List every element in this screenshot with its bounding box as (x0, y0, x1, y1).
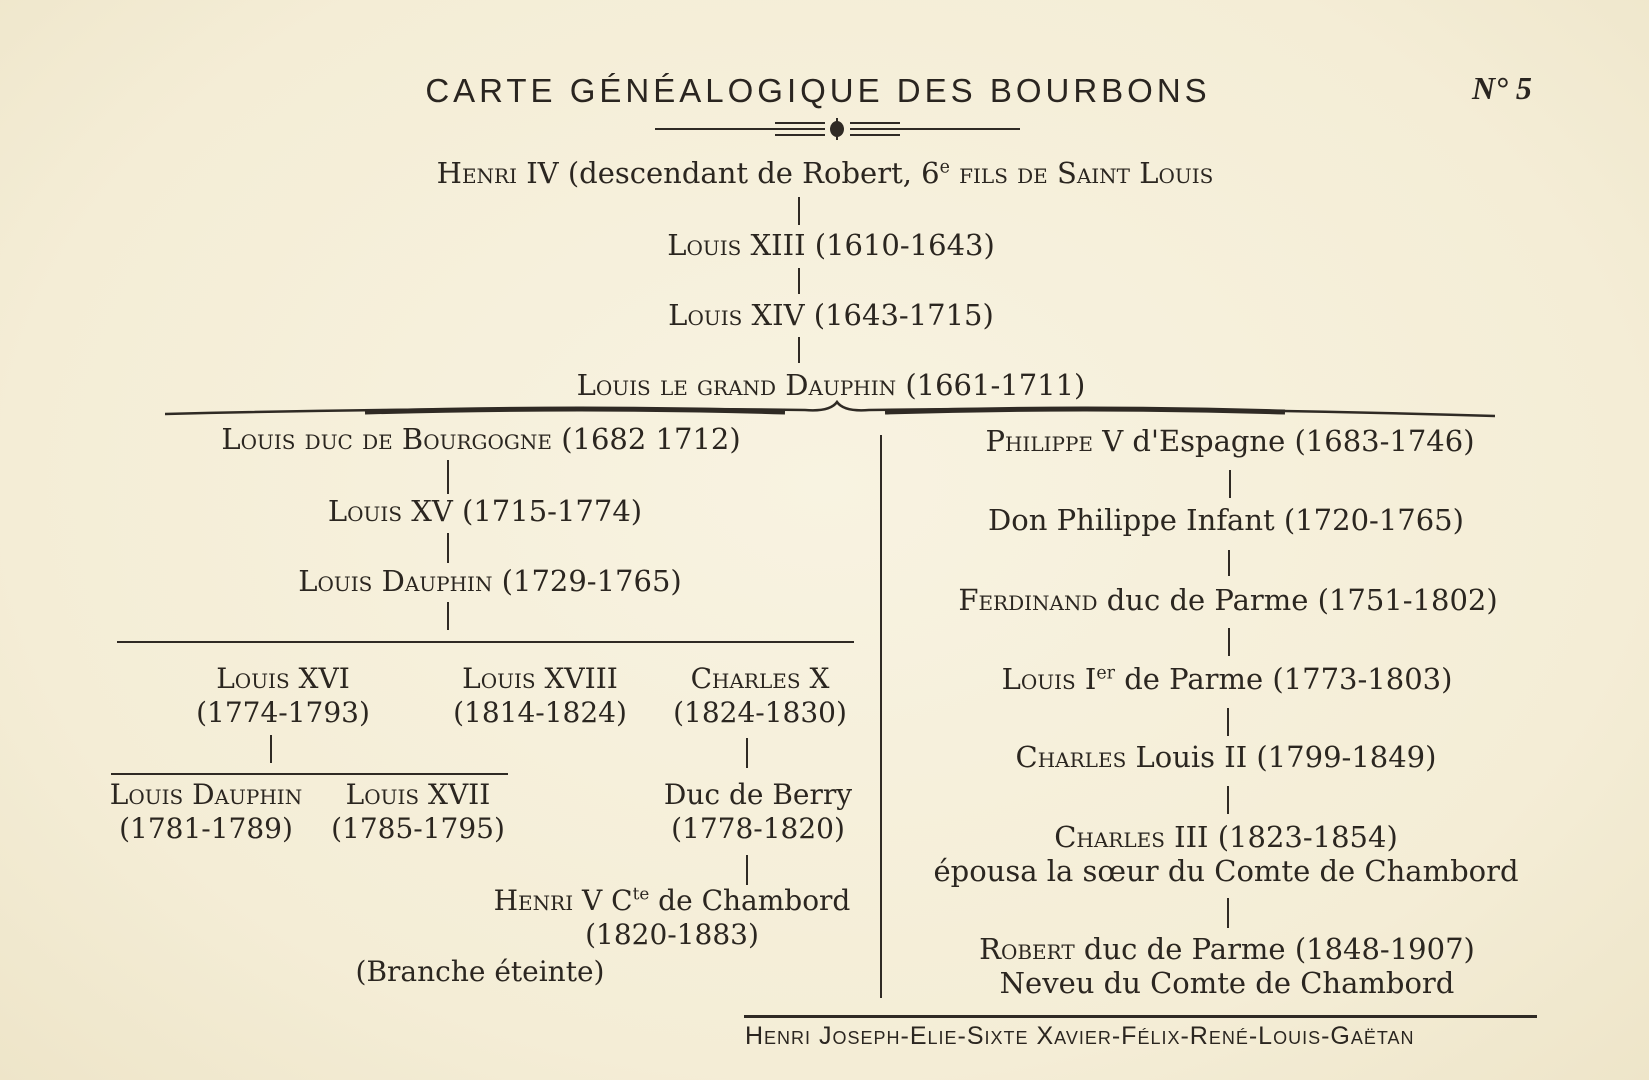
louis-xvii (331, 778, 505, 846)
duc-de-berry (664, 778, 852, 846)
brace-divider-icon (165, 400, 1495, 424)
person-title: duc de Parme (1074, 932, 1286, 966)
don-philippe (988, 503, 1464, 537)
philippe-v (985, 424, 1474, 458)
person-name: Charles (1054, 820, 1165, 854)
person-dates: (1682 1712) (561, 422, 741, 456)
person-title: I (1075, 662, 1097, 696)
person-dates: (1781-1789) (119, 812, 293, 845)
person-dates: (1814-1824) (453, 696, 627, 729)
person-title: V d'Espagne (1093, 424, 1286, 458)
ferdinand (958, 583, 1497, 617)
extinct-branch-note: (Branche éteinte) (355, 955, 605, 988)
superscript: te (632, 883, 650, 904)
person-name: Don Philippe Infant (988, 503, 1275, 537)
louis-grand-dauphin (577, 368, 1086, 402)
person-dates: (1729-1765) (501, 564, 682, 598)
person-name: Louis duc de Bourgogne (221, 422, 552, 456)
person-note: Neveu du Comte de Chambord (999, 966, 1455, 1000)
connector-line (798, 197, 800, 225)
person-name: Charles (1015, 740, 1127, 774)
charles-iii (933, 820, 1518, 888)
person-name: Henri IV (436, 156, 559, 190)
charles-louis-ii (1016, 740, 1437, 774)
person-title: III (1164, 820, 1209, 854)
louis-xviii (453, 662, 627, 730)
henri-v (494, 884, 851, 952)
person-name: Charles X (690, 662, 830, 695)
person-name: Louis (1001, 662, 1076, 696)
superscript: e (939, 157, 950, 178)
person-dates: (1785-1795) (331, 812, 505, 845)
card-number: N° 5 (1472, 70, 1532, 106)
louis-xiii (667, 228, 995, 262)
person-name: Philippe (985, 424, 1094, 458)
connector-line (798, 337, 800, 363)
ornament-divider-icon (655, 118, 1020, 140)
connector-line (1227, 898, 1229, 928)
henri-iv (437, 156, 1214, 190)
person-name: Robert (979, 932, 1075, 966)
connector-line (1227, 786, 1229, 814)
person-dates: (1799-1849) (1256, 740, 1437, 774)
person-dates: (1774-1793) (196, 696, 370, 729)
person-name: Louis XVI (216, 662, 350, 695)
connector-line (798, 268, 800, 294)
connector-line (447, 602, 449, 630)
robert-duc-de-parme (979, 932, 1475, 1000)
person-name: Louis XIII (667, 228, 806, 262)
person-dates: (1848-1907) (1294, 932, 1475, 966)
siblings-line (111, 773, 508, 775)
title-prefix: C (611, 884, 633, 917)
charles-x (673, 662, 847, 730)
person-dates: (1823-1854) (1217, 820, 1398, 854)
person-dates: (1661-1711) (905, 368, 1086, 402)
connector-line (1228, 550, 1230, 576)
person-dates: (1751-1802) (1317, 583, 1498, 617)
person-name: Louis le grand Dauphin (576, 368, 897, 402)
superscript: er (1096, 663, 1115, 684)
person-title: duc de Parme (1097, 583, 1309, 617)
connector-line (1227, 708, 1229, 736)
louis-dauphin-1729 (298, 564, 681, 598)
connector-line (1229, 470, 1231, 498)
person-dates: (1610-1643) (814, 228, 995, 262)
person-dates: (1683-1746) (1294, 424, 1475, 458)
louis-i-de-parme (1002, 662, 1453, 696)
person-name: Louis XVIII (462, 662, 618, 695)
person-dates: (1773-1803) (1272, 662, 1453, 696)
person-title-rest: de Parme (1114, 662, 1264, 696)
connector-line (746, 855, 748, 885)
person-dates: (1720-1765) (1283, 503, 1464, 537)
louis-duc-de-bourgogne (221, 422, 740, 456)
person-name: Henri V (493, 884, 603, 917)
person-note-end: fils de Saint Louis (949, 156, 1214, 190)
louis-xvi (196, 662, 370, 730)
connector-line (746, 738, 748, 768)
connector-line (447, 533, 449, 563)
branch-divider-line (880, 435, 882, 998)
connector-line (447, 460, 449, 494)
footer-full-name: Henri Joseph-Elie-Sixte Xavier-Félix-René-Louis-Gaëtan (745, 1022, 1415, 1050)
person-name: Ferdinand (958, 583, 1098, 617)
siblings-line (117, 641, 854, 643)
person-note: (descendant de Robert, 6 (567, 156, 940, 190)
page-title: CARTE GÉNÉALOGIQUE DES BOURBONS (425, 72, 1211, 109)
person-dates: (1824-1830) (673, 696, 847, 729)
person-name: Louis XIV (668, 298, 805, 332)
louis-xiv (668, 298, 994, 332)
person-name: Duc de Berry (663, 778, 853, 811)
person-dates: (1643-1715) (813, 298, 994, 332)
person-note: épousa la sœur du Comte de Chambord (933, 854, 1519, 888)
louis-xv (328, 494, 642, 528)
person-dates: (1820-1883) (585, 918, 759, 951)
footer-line (744, 1015, 1537, 1018)
person-title: Louis II (1126, 740, 1248, 774)
title-rest: de Chambord (649, 884, 851, 917)
person-name: Louis Dauphin (298, 564, 493, 598)
person-name: Louis XVII (345, 778, 491, 811)
louis-dauphin-1781 (110, 778, 302, 846)
connector-line (1228, 628, 1230, 656)
person-dates: (1778-1820) (671, 812, 845, 845)
connector-line (270, 735, 272, 763)
person-name: Louis Dauphin (109, 778, 303, 811)
person-name: Louis XV (327, 494, 453, 528)
person-dates: (1715-1774) (462, 494, 643, 528)
